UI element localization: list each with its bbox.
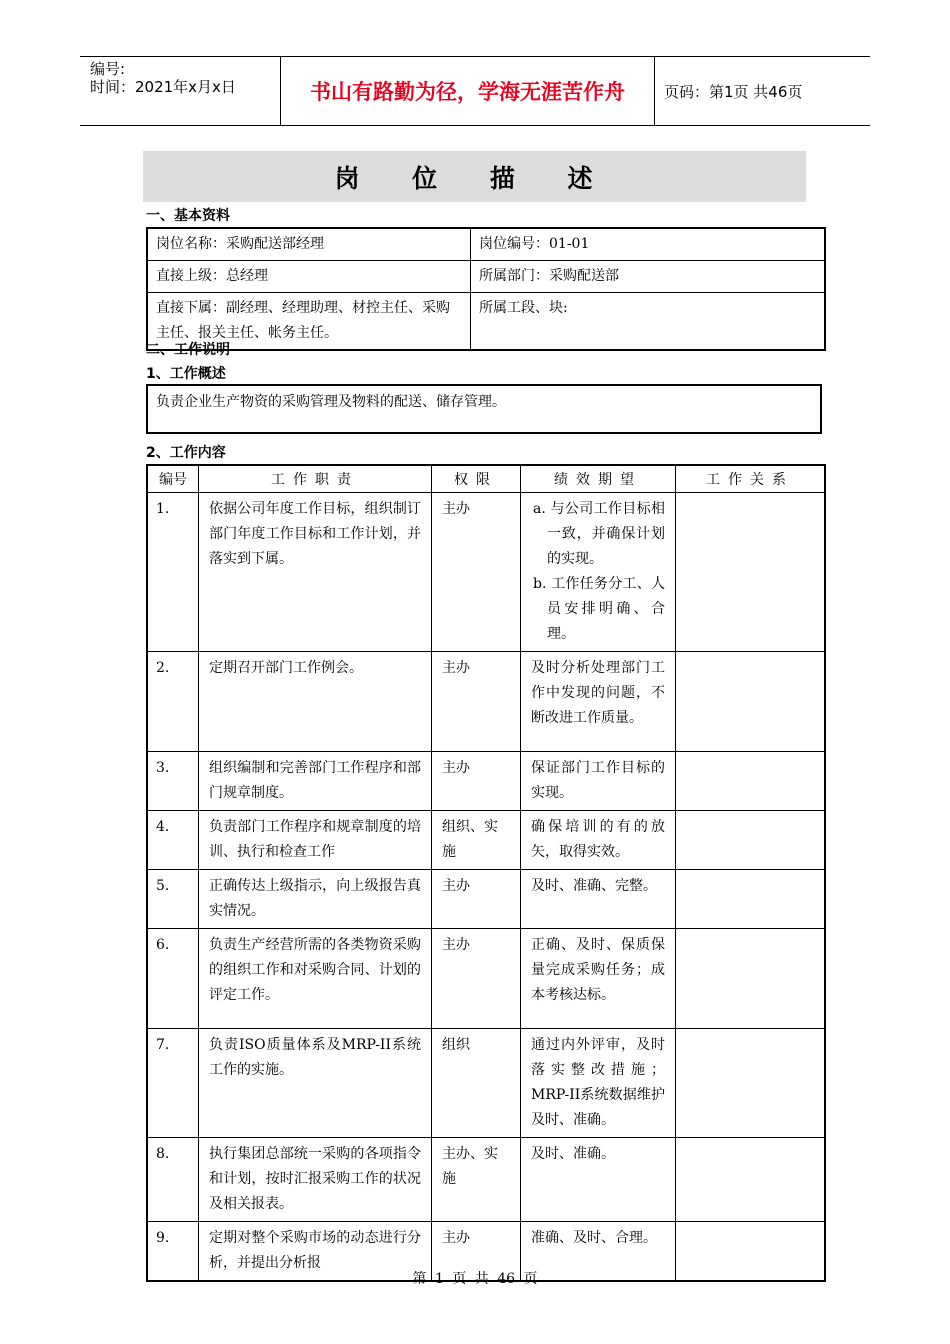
row-authority: 组织	[432, 1029, 521, 1138]
row-authority: 主办	[432, 752, 521, 811]
number-label: 编号:	[90, 60, 126, 78]
row-expectation: 及时分析处理部门工作中发现的问题，不断改进工作质量。	[521, 652, 676, 752]
row-num: 8.	[147, 1138, 199, 1222]
row-num: 7.	[147, 1029, 199, 1138]
section-basic-info: 一、基本资料	[146, 208, 230, 224]
position-name-cell: 岗位名称：采购配送部经理	[147, 228, 471, 261]
row-duty: 正确传达上级指示，向上级报告真实情况。	[199, 870, 432, 929]
row-expectation: 通过内外评审，及时落实整改措施；MRP-II系统数据维护及时、准确。	[521, 1029, 676, 1138]
basic-info-table	[146, 227, 826, 351]
header-meta	[80, 57, 280, 125]
row-expectation: 及时、准确、完整。	[521, 870, 676, 929]
row-num: 2.	[147, 652, 199, 752]
row-duty: 定期对整个采购市场的动态进行分析，并提出分析报	[199, 1222, 432, 1282]
row-expectation: 保证部门工作目标的实现。	[521, 752, 676, 811]
header-motto: 书山有路勤为径，学海无涯苦作舟	[280, 57, 655, 125]
row-relation	[676, 929, 826, 1029]
row-expectation: 及时、准确。	[521, 1138, 676, 1222]
table-row	[147, 1029, 825, 1138]
table-header-row	[147, 465, 825, 493]
row-num: 9.	[147, 1222, 199, 1282]
row-num: 6.	[147, 929, 199, 1029]
header-expectation: 绩效期望	[521, 465, 676, 493]
expectation-item-a: a. 与公司工作目标相一致，并确保计划的实现。	[533, 501, 665, 567]
row-authority: 主办	[432, 929, 521, 1029]
row-num: 4.	[147, 811, 199, 870]
section-overview: 1、工作概述	[146, 366, 226, 382]
page-header	[80, 56, 870, 126]
row-num: 1.	[147, 493, 199, 652]
header-num: 编号	[147, 465, 199, 493]
section-work-description: 二、工作说明	[146, 342, 230, 358]
overview-box: 负责企业生产物资的采购管理及物料的配送、储存管理。	[146, 384, 822, 434]
table-row	[147, 493, 825, 652]
row-expectation: 确保培训的有的放矢，取得实效。	[521, 811, 676, 870]
table-row	[147, 228, 825, 261]
row-relation	[676, 493, 826, 652]
row-expectation: 正确、及时、保质保量完成采购任务；成本考核达标。	[521, 929, 676, 1029]
section-work-content: 2、工作内容	[146, 445, 226, 461]
row-duty: 依据公司年度工作目标，组织制订部门年度工作目标和工作计划，并落实到下属。	[199, 493, 432, 652]
row-authority: 主办	[432, 1222, 521, 1282]
table-row	[147, 293, 825, 351]
row-authority: 主办	[432, 493, 521, 652]
row-num: 5.	[147, 870, 199, 929]
row-duty: 执行集团总部统一采购的各项指令和计划，按时汇报采购工作的状况及相关报表。	[199, 1138, 432, 1222]
time-label: 时间：2021年x月x日	[90, 78, 236, 96]
row-authority: 组织、实施	[432, 811, 521, 870]
table-row	[147, 652, 825, 752]
row-duty: 负责部门工作程序和规章制度的培训、执行和检查工作	[199, 811, 432, 870]
table-row	[147, 752, 825, 811]
header-duty: 工作职责	[199, 465, 432, 493]
row-relation	[676, 752, 826, 811]
row-authority: 主办	[432, 870, 521, 929]
row-num: 3.	[147, 752, 199, 811]
table-row	[147, 261, 825, 293]
header-relation: 工作关系	[676, 465, 826, 493]
row-expectation	[521, 493, 676, 652]
department-cell: 所属部门：采购配送部	[471, 261, 826, 293]
row-relation	[676, 1138, 826, 1222]
row-expectation: 准确、及时、合理。	[521, 1222, 676, 1282]
row-duty: 组织编制和完善部门工作程序和部门规章制度。	[199, 752, 432, 811]
document-title: 岗 位 描 述	[143, 151, 806, 202]
header-authority: 权限	[432, 465, 521, 493]
row-authority: 主办	[432, 652, 521, 752]
section-block-cell: 所属工段、块:	[471, 293, 826, 351]
row-relation	[676, 652, 826, 752]
table-row	[147, 811, 825, 870]
table-row	[147, 929, 825, 1029]
work-content-table	[146, 464, 826, 1282]
table-row	[147, 1138, 825, 1222]
row-duty: 定期召开部门工作例会。	[199, 652, 432, 752]
row-duty: 负责生产经营所需的各类物资采购的组织工作和对采购合同、计划的评定工作。	[199, 929, 432, 1029]
position-code-cell: 岗位编号：01-01	[471, 228, 826, 261]
subordinates-cell: 直接下属：副经理、经理助理、材控主任、采购主任、报关主任、帐务主任。	[147, 293, 471, 351]
table-row	[147, 870, 825, 929]
page-footer: 第 1 页 共 46 页	[412, 1271, 538, 1287]
row-relation	[676, 1029, 826, 1138]
row-authority: 主办、实施	[432, 1138, 521, 1222]
expectation-item-b: b. 工作任务分工、人员安排明确、合理。	[533, 576, 665, 642]
row-relation	[676, 811, 826, 870]
row-duty: 负责ISO质量体系及MRP-II系统工作的实施。	[199, 1029, 432, 1138]
superior-cell: 直接上级：总经理	[147, 261, 471, 293]
header-page-info: 页码：第1页 共46页	[664, 82, 803, 101]
row-relation	[676, 870, 826, 929]
